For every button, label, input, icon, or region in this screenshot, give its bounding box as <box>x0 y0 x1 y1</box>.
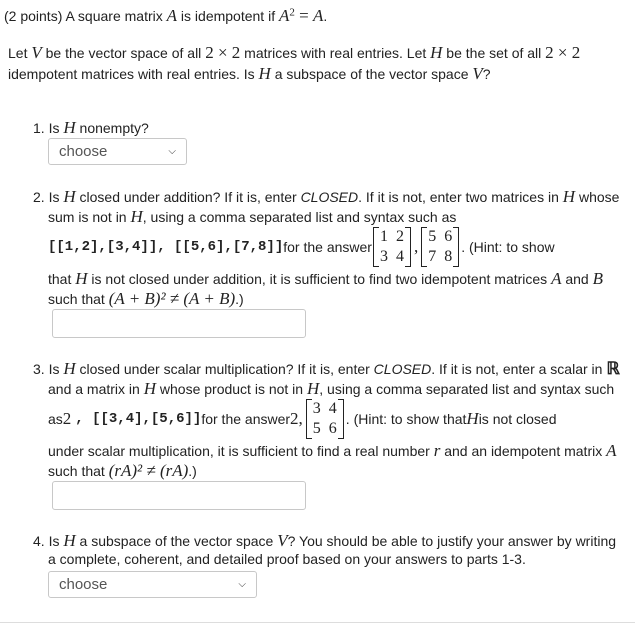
q2-formula: (A + B)² ≠ (A + B) <box>108 289 236 308</box>
q2-line-5: such that (A + B)² ≠ (A + B).) <box>48 289 244 308</box>
intro-line-1: Let V be the vector space of all 2 × 2 matrices with real entries. Let H be the set of all 2 × 2 <box>8 43 581 62</box>
q1-select-value: choose <box>59 143 108 160</box>
q3-matrix: 3 4 5 6 <box>309 399 341 439</box>
q4-select-value: choose <box>59 576 108 593</box>
q4-line-1: 4. Is H a subspace of the vector space V? You should be able to justify your answer by writing <box>33 531 617 550</box>
q3-line-2: and a matrix in H whose product is not in H, using a comma separated list and syntax such <box>48 379 615 398</box>
q2-line-1: 2. Is H closed under addition? If it is, enter CLOSED. If it is not, enter two matrices in H whose <box>33 187 620 206</box>
q3-line-1: 3. Is H closed under scalar multiplication? If it is, enter CLOSED. If it is not, enter a scalar in ℝ <box>33 359 620 378</box>
chevron-down-icon: ⌵ <box>168 146 176 157</box>
q1-select[interactable] <box>48 138 187 165</box>
q2-syntax-example: [[1,2],[3,4]], [[5,6],[7,8]] <box>48 239 284 255</box>
q2-matrix-1: 1 2 3 4 <box>376 227 408 267</box>
q2-matrix-2: 5 6 7 8 <box>424 227 456 267</box>
problem-header: (2 points) A square matrix A is idempotent if $A^2 = A$. <box>4 6 328 25</box>
divider <box>0 622 635 623</box>
q4-line-2: a complete, coherent, and detailed proof based on your answers to parts 1-3. <box>48 551 526 567</box>
q3-line-4: under scalar multiplication, it is sufficient to find a real number r and an idempotent matrix A <box>48 441 617 460</box>
q2-answer-input[interactable] <box>52 309 306 338</box>
q3-formula: (rA)² ≠ (rA) <box>108 461 189 480</box>
q2-line-4: that H is not closed under addition, it is sufficient to find two idempotent matrices A and B <box>48 269 603 288</box>
q2-line-2: sum is not in H, using a comma separated list and syntax such as <box>48 207 457 226</box>
intro-line-2: idempotent matrices with real entries. Is H a subspace of the vector space V? <box>8 64 491 83</box>
q3-line-3: as 2 , [[3,4],[5,6]] for the answer 2, 3 4 5 6 . (Hint: to show that H is not closed <box>48 400 557 437</box>
q3-answer-input[interactable] <box>52 481 306 510</box>
q1-text: 1. Is H nonempty? <box>33 118 149 137</box>
q2-line-3: [[1,2],[3,4]], [[5,6],[7,8]] for the answer 1 2 3 4 , 5 6 7 8 . (Hint: to show <box>48 228 555 265</box>
q4-select[interactable] <box>48 571 257 598</box>
q3-syntax-example: , [[3,4],[5,6]] <box>75 411 202 427</box>
q3-line-5: such that (rA)² ≠ (rA).) <box>48 461 197 480</box>
chevron-down-icon: ⌵ <box>238 579 246 590</box>
